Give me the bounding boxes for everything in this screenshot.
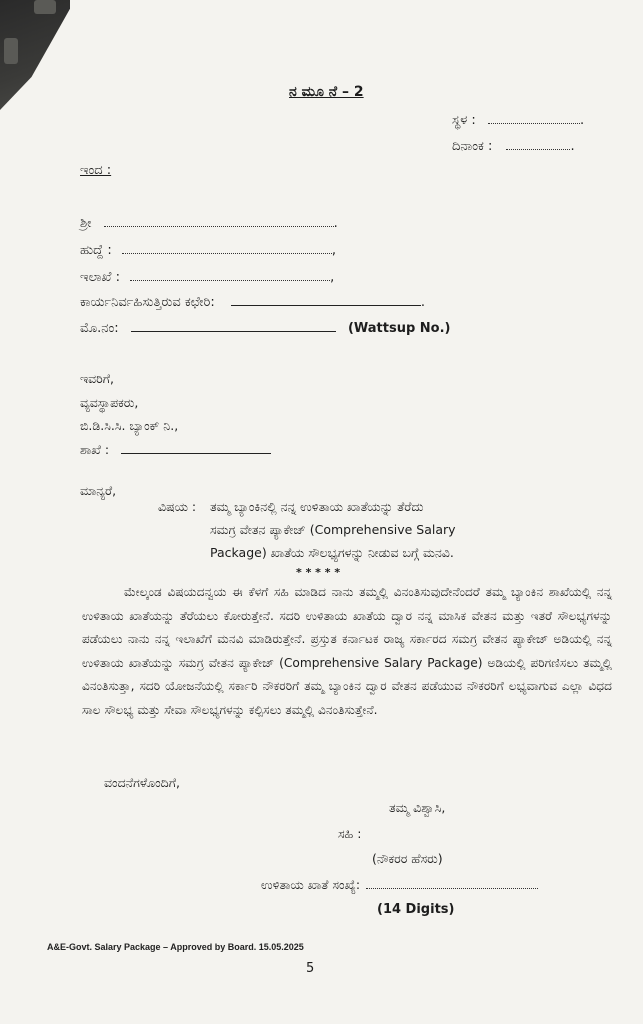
name-field[interactable]: ಶ್ರೀ . — [80, 216, 338, 231]
separator-stars: * * * * * — [296, 566, 341, 579]
date-field[interactable]: ದಿನಾಂಕ : . — [452, 139, 575, 154]
to-label: ಇವರಿಗೆ, — [80, 371, 114, 386]
account-number-line[interactable] — [366, 876, 538, 889]
subject-line-3: Package) ಖಾತೆಯ ಸೌಲಭ್ಯಗಳನ್ನು ನೀಡುವ ಬಗ್ಗೆ ಮನವಿ. — [210, 545, 454, 560]
subject-line-2: ಸಮಗ್ರ ವೇತನ ಪ್ಯಾಕೇಜ್ (Comprehensive Salary — [210, 522, 456, 537]
form-title: ನ ಮೂ ನೆ – 2 — [289, 84, 364, 100]
branch-line[interactable] — [121, 441, 271, 454]
whatsapp-note: (Wattsup No.) — [347, 321, 451, 336]
designation-line[interactable] — [122, 241, 332, 254]
digits-note: (14 Digits) — [377, 902, 455, 917]
department-line[interactable] — [130, 268, 330, 281]
employee-name-label: (ನೌಕರರ ಹೆಸರು) — [372, 851, 443, 866]
bank-label: ಬಿ.ಡಿ.ಸಿ.ಸಿ. ಬ್ಯಾಂಕ್ ನಿ., — [80, 418, 179, 433]
office-line[interactable] — [231, 293, 421, 306]
manager-label: ವ್ಯವಸ್ಥಾಪಕರು, — [80, 395, 139, 410]
signature-label: ಸಹಿ : — [338, 826, 362, 841]
keyboard-key-decor — [4, 38, 18, 64]
designation-field[interactable]: ಹುದ್ದೆ : , — [80, 243, 337, 258]
salutation: ಮಾನ್ಯರೆ, — [80, 483, 117, 498]
mobile-line[interactable] — [131, 319, 336, 332]
designation-label: ಹುದ್ದೆ : — [80, 243, 112, 258]
closing-greeting: ವಂದನೆಗಳೊಂದಿಗೆ, — [104, 775, 180, 790]
letter-body — [82, 581, 612, 723]
account-number-label: ಉಳಿತಾಯ ಖಾತೆ ಸಂಖ್ಯೆ: — [261, 877, 361, 892]
letter-body-text: ಮೇಲ್ಕಂಡ ವಿಷಯದನ್ವಯ ಈ ಕೆಳಗೆ ಸಹಿ ಮಾಡಿದ ನಾನು ತಮ್ಮಲ್ಲಿ ವಿನಂತಿಸುವುದೇನೆಂದರೆ ತಮ್ಮ ಬ್ಯಾಂಕಿನ ಶಾಖೆಯಲ್ಲಿ ನನ್ನ ಉಳಿತಾಯ ಖಾತೆಯನ್ನು ತೆರೆಯಲು ಕೋರುತ್ತೇನೆ. ಸದರಿ ಉಳಿತಾಯ ಖಾತೆಯ ದ್ವಾರ ನನ್ನ ಮಾಸಿಕ ವೇತನ ಮತ್ತು ಇತರೆ ಸೌಲಭ್ಯಗಳನ್ನು ಪಡೆಯಲು ನಾನು ನನ್ನ ಇಲಾಖೆಗೆ ಮನವಿ ಮಾಡಿರುತ್ತೇನೆ. ಪ್ರಸ್ತುತ ಕರ್ನಾಟಕ ರಾಜ್ಯ ಸರ್ಕಾರದ ಸಮಗ್ರ ವೇತನ ಪ್ಯಾಕೇಜ್ ಅಡಿಯಲ್ಲಿ ನನ್ನ ಉಳಿತಾಯ ಖಾತೆಯನ್ನು ಸಮಗ್ರ ವೇತನ ಪ್ಯಾಕೇಜ್ (Comprehensive Salary Package) ಅಡಿಯಲ್ಲಿ ಪರಿಗಣಿಸಲು ತಮ್ಮಲ್ಲಿ ವಿನಂತಿಸುತ್ತಾ, ಸದರಿ ಯೋಜನೆಯಲ್ಲಿ ಸರ್ಕಾರಿ ನೌಕರರಿಗೆ ತಮ್ಮ ಬ್ಯಾಂಕಿನ ದ್ವಾರ ವೇತನ ಪಡೆಯುವ ನೌಕರರಿಗೆ ಲಭ್ಯವಾಗುವ ಎಲ್ಲಾ ವಿಧದ ಸಾಲ ಸೌಲಭ್ಯ ಮತ್ತು ಸೇವಾ ಸೌಲಭ್ಯಗಳನ್ನು ಕಲ್ಪಿಸಲು ತಮ್ಮಲ್ಲಿ ವಿನಂತಿಸುತ್ತೇನೆ. — [82, 585, 612, 717]
place-label: ಸ್ಥಳ : — [452, 113, 476, 128]
page-number: 5 — [306, 961, 315, 976]
date-label: ದಿನಾಂಕ : — [452, 139, 493, 154]
office-field[interactable]: ಕಾರ್ಯನಿರ್ವಹಿಸುತ್ತಿರುವ ಕಛೇರಿ: . — [80, 295, 425, 310]
date-line[interactable] — [506, 137, 570, 150]
office-label: ಕಾರ್ಯನಿರ್ವಹಿಸುತ್ತಿರುವ ಕಛೇರಿ: — [80, 295, 215, 310]
from-label: ಇಂದ : — [80, 163, 112, 178]
branch-field[interactable] — [80, 441, 271, 458]
yours-faithfully: ತಮ್ಮ ವಿಶ್ವಾಸಿ, — [389, 800, 446, 815]
name-line[interactable] — [104, 214, 334, 227]
place-line[interactable] — [488, 111, 580, 124]
place-field[interactable]: ಸ್ಥಳ : . — [452, 113, 585, 128]
account-number-field[interactable] — [261, 876, 538, 893]
keyboard-key-decor — [34, 0, 56, 14]
department-label: ಇಲಾಖೆ : — [80, 270, 120, 285]
department-field[interactable]: ಇಲಾಖೆ : , — [80, 270, 335, 285]
mobile-field[interactable] — [80, 319, 451, 336]
footer-note: A&E-Govt. Salary Package – Approved by Board. 15.05.2025 — [47, 942, 304, 952]
subject-label: ವಿಷಯ : — [158, 499, 197, 514]
mobile-label: ಮೊ.ನಂ: — [80, 321, 119, 336]
subject-line-1: ತಮ್ಮ ಬ್ಯಾಂಕಿನಲ್ಲಿ ನನ್ನ ಉಳಿತಾಯ ಖಾತೆಯನ್ನು ತೆರೆದು — [210, 499, 424, 514]
name-label: ಶ್ರೀ — [80, 216, 92, 231]
branch-label: ಶಾಖೆ : — [80, 442, 110, 457]
